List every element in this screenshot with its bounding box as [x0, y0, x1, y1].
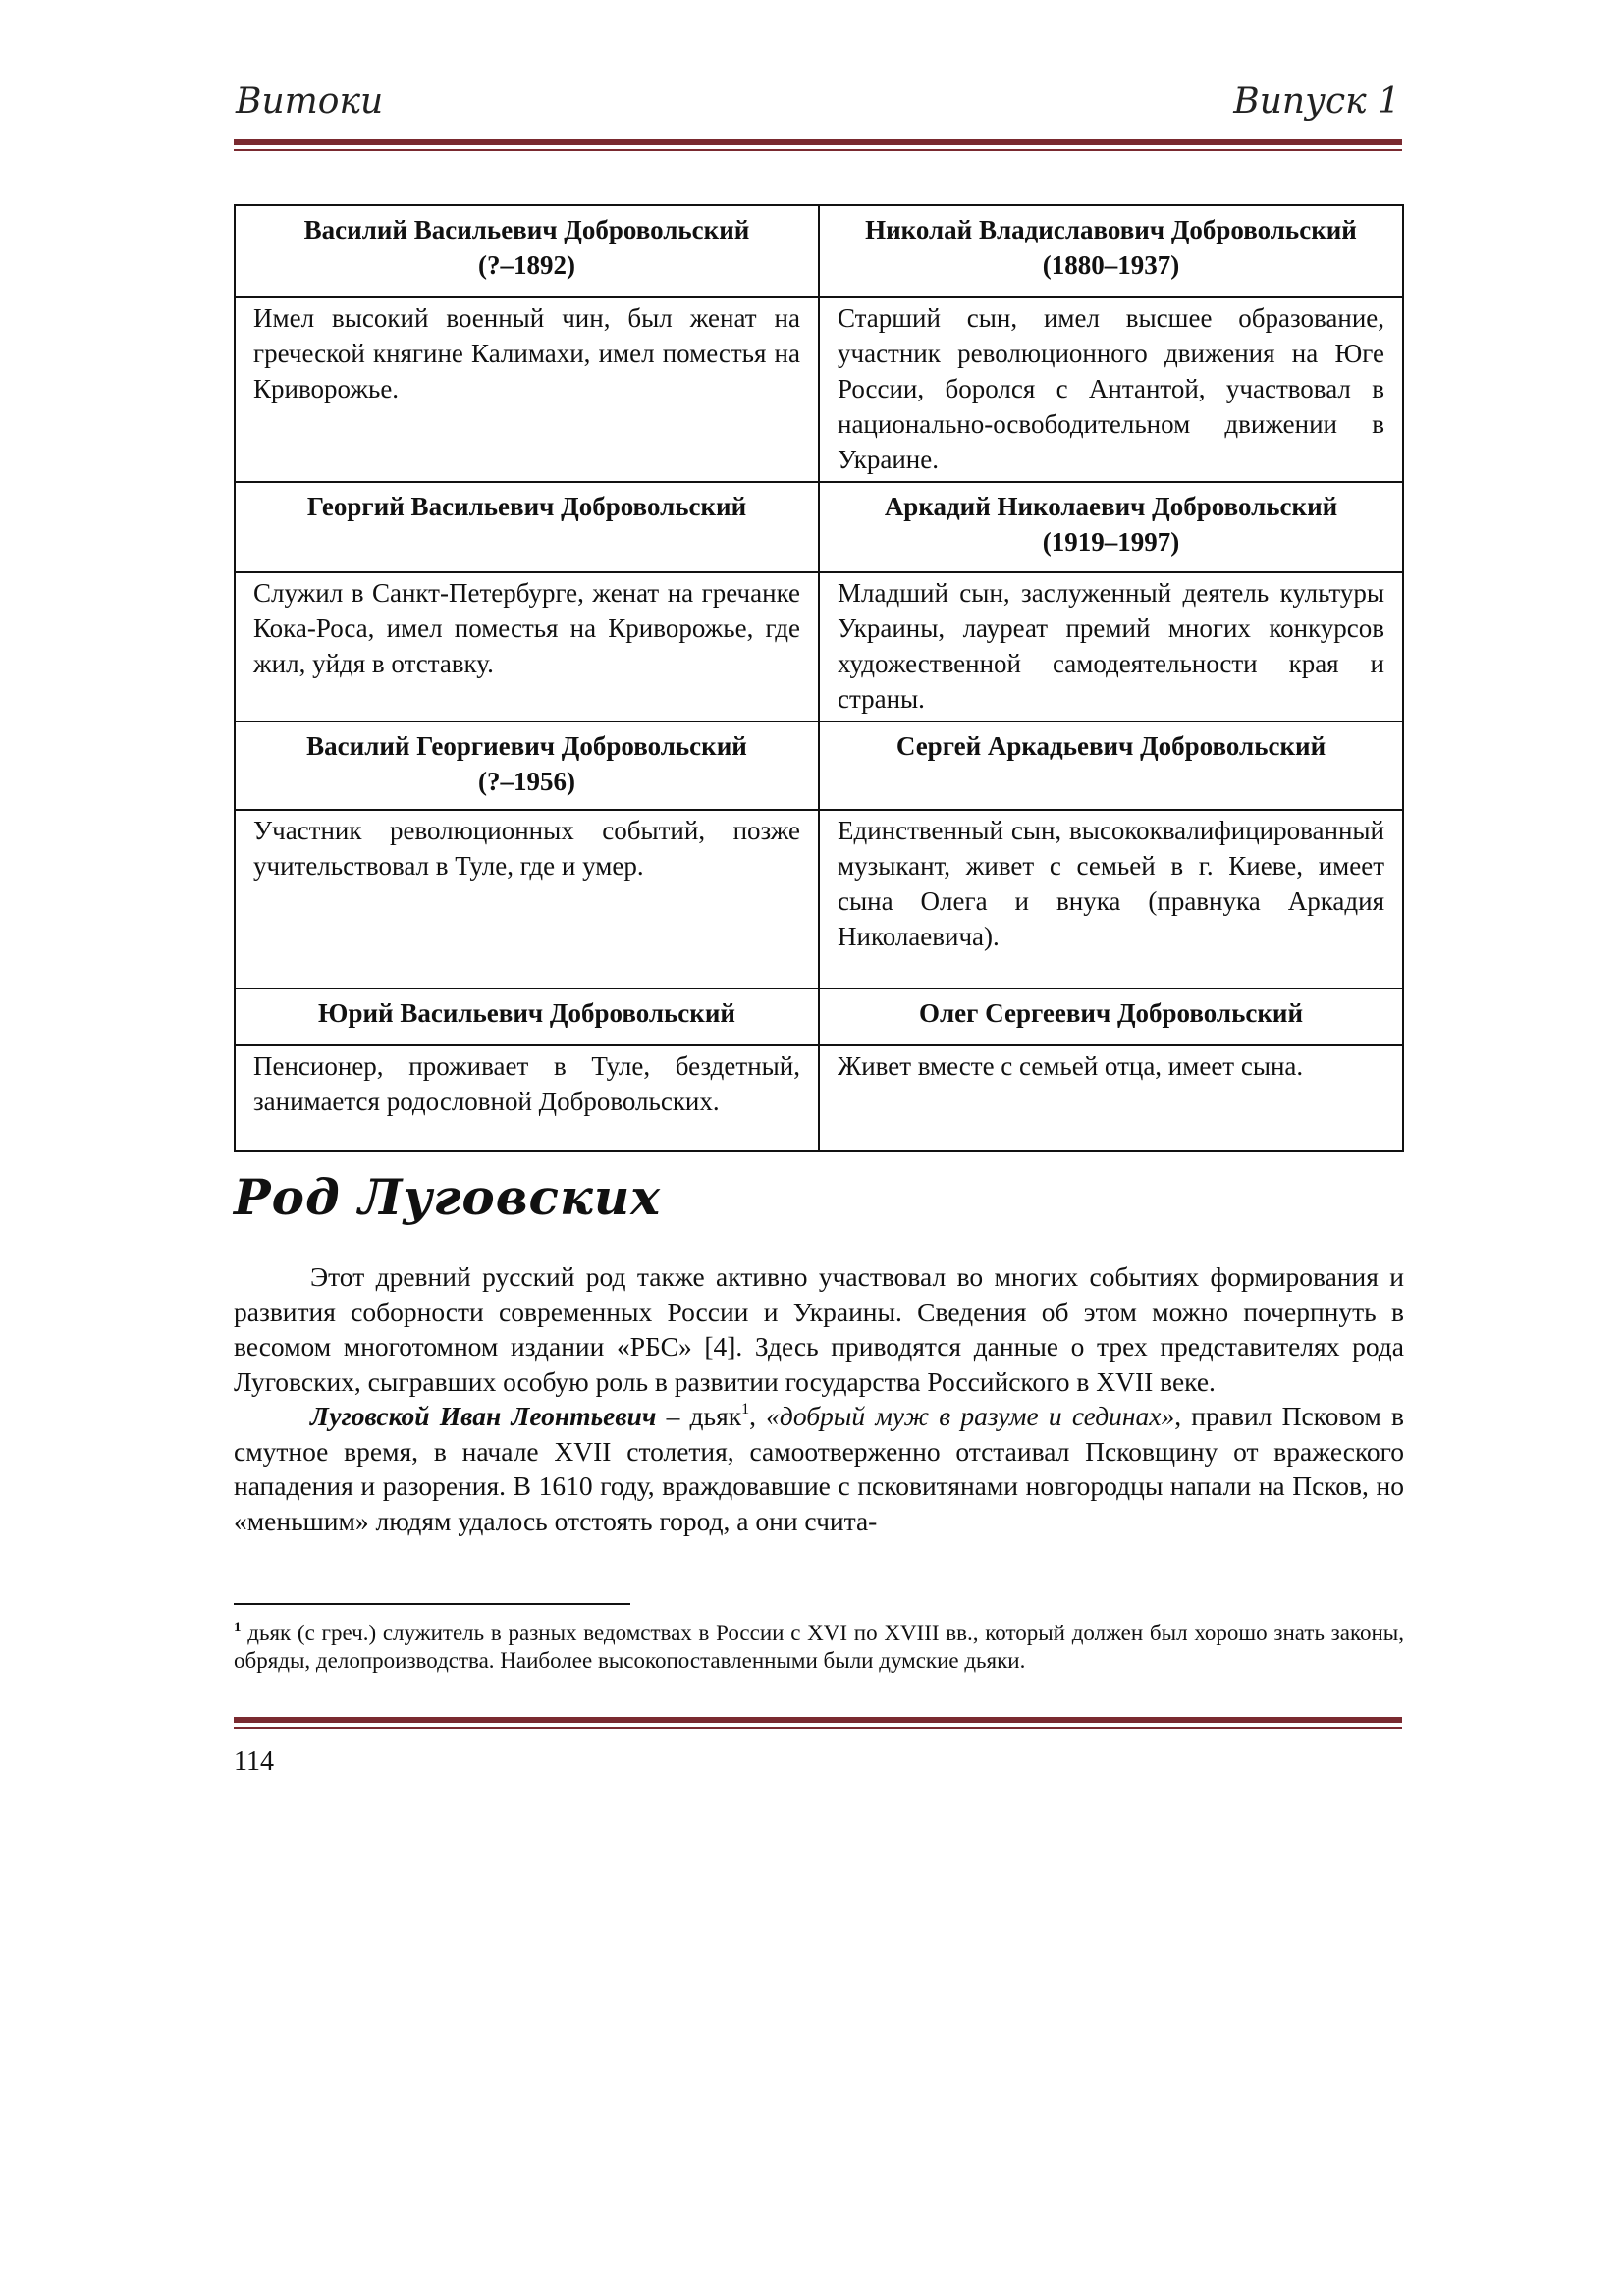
footer-rule [234, 1717, 1402, 1729]
text-run: – дьяк [656, 1401, 742, 1431]
quotation: «добрый муж в разуме и сединах» [766, 1401, 1175, 1431]
section-heading: Род Луговских [234, 1168, 661, 1226]
table-row-name [235, 482, 1403, 572]
table-row-name [235, 988, 1403, 1045]
text-run: , [749, 1401, 767, 1431]
person-description: Младший сын, заслуженный деятель культуры Украины, лауреат премий многих конкурсов художественной самодеятельности края и страны. [819, 572, 1403, 721]
article-body [234, 1259, 1404, 1538]
issue-number: Випуск 1 [1233, 81, 1400, 122]
person-description: Пенсионер, проживает в Туле, бездетный, занимается родословной Добровольских. [235, 1045, 819, 1151]
footnote-ref[interactable]: 1 [741, 1401, 750, 1417]
table-row-name [235, 205, 1403, 297]
person-name: Аркадий Николаевич Добровольский (1919–1997) [819, 482, 1403, 572]
person-description: Старший сын, имел высшее образование, участник революционного движения на Юге России, боролся с Антантой, участвовал в национально-освободительном движении в Украине. [819, 297, 1403, 482]
person-description: Живет вместе с семьей отца, имеет сына. [819, 1045, 1403, 1151]
person-description: Имел высокий военный чин, был женат на греческой княгине Калимахи, имел поместья на Криворожье. [235, 297, 819, 482]
person-name-inline: Луговской Иван Леонтьевич [310, 1401, 657, 1431]
table-row-desc [235, 297, 1403, 482]
person-name: Георгий Васильевич Добровольский [235, 482, 819, 572]
person-description: Служил в Санкт-Петербурге, женат на гречанке Кока-Роса, имел поместья на Криворожье, где жил, уйдя в отставку. [235, 572, 819, 721]
table-row-desc [235, 572, 1403, 721]
person-name: Николай Владиславович Добровольский (1880–1937) [819, 205, 1403, 297]
person-name: Василий Васильевич Добровольский (?–1892) [235, 205, 819, 297]
footnote-mark: 1 [234, 1620, 242, 1635]
table-row-name [235, 721, 1403, 810]
person-description: Единственный сын, высококвалифицированный музыкант, живет с семьей в г. Киеве, имеет сына Олега и внука (правнука Аркадия Николаевича). [819, 810, 1403, 988]
running-header [234, 80, 1402, 130]
table-row-desc [235, 810, 1403, 988]
header-rule [234, 139, 1402, 151]
paragraph: Этот древний русский род также активно участвовал во многих событиях формирования и развития соборности современных России и Украины. Сведения об этом можно почерпнуть в весомом многотомном издании «РБС» [4]. Здесь приводятся данные о трех представителях рода Луговских, сыгравших особую роль в развитии государства Российского в XVII веке. [234, 1261, 1404, 1397]
person-name: Сергей Аркадьевич Добровольский [819, 721, 1403, 810]
family-table [234, 204, 1404, 1152]
person-description: Участник революционных событий, позже учительствовал в Туле, где и умер. [235, 810, 819, 988]
table-row-desc [235, 1045, 1403, 1151]
paragraph [234, 1399, 1404, 1538]
footnote-separator [234, 1603, 630, 1605]
journal-title: Витоки [236, 81, 384, 122]
person-name: Василий Георгиевич Добровольский (?–1956) [235, 721, 819, 810]
footnote [234, 1620, 1404, 1675]
footnote-text: дьяк (с греч.) служитель в разных ведомствах в России с XVI по XVIII вв., который должен был хорошо знать законы, обряды, делопроизводства. Наиболее высокопоставленными были думские дьяки. [234, 1621, 1404, 1673]
page-number: 114 [234, 1746, 274, 1777]
person-name: Юрий Васильевич Добровольский [235, 988, 819, 1045]
person-name: Олег Сергеевич Добровольский [819, 988, 1403, 1045]
text-run: , правил Псковом в смутное время, в начале XVII столетия, самоотверженно отстаивал Псковщину от вражеского нападения и разорения. В 1610 году, враждовавшие с псковитянами новгородцы напали на Псков, но «меньшим» людям удалось отстоять город, а они счита- [234, 1401, 1404, 1536]
